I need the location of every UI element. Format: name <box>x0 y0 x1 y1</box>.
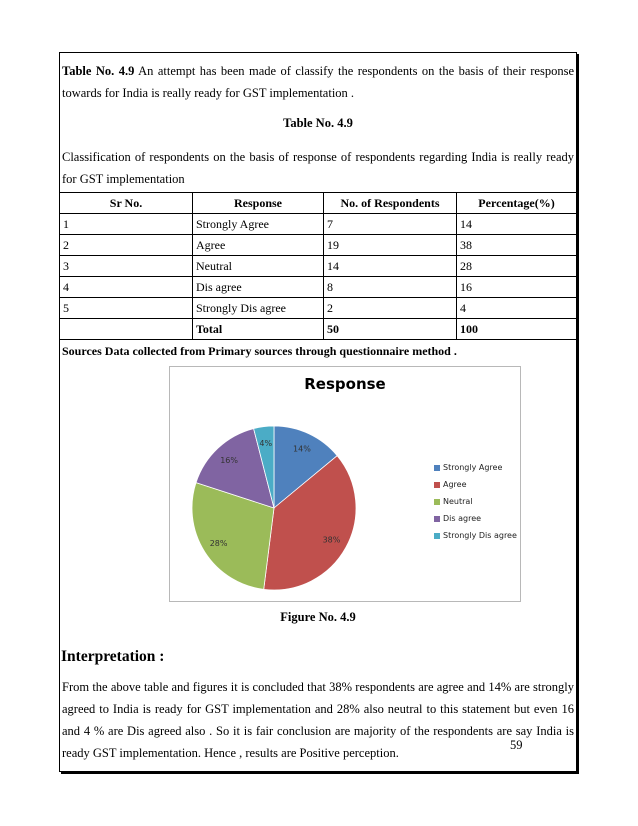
source-note: Sources Data collected from Primary sources through questionnaire method . <box>62 344 457 358</box>
legend-swatch <box>434 465 440 471</box>
page-number: 59 <box>510 738 523 752</box>
legend-item <box>434 510 517 527</box>
header-percentage: Percentage(%) <box>457 193 577 214</box>
data-table <box>59 192 577 340</box>
cell-sr-no: 2 <box>60 235 193 256</box>
table-header-row <box>60 193 577 214</box>
pie-chart <box>169 366 521 602</box>
cell-respondents: 2 <box>324 298 457 319</box>
header-respondents: No. of Respondents <box>324 193 457 214</box>
cell-percentage: 4 <box>457 298 577 319</box>
header-sr-no: Sr No. <box>60 193 193 214</box>
legend-item <box>434 459 517 476</box>
figure-caption: Figure No. 4.9 <box>280 610 356 624</box>
interpretation-heading: Interpretation : <box>61 648 165 665</box>
table-row <box>60 298 577 319</box>
legend-label: Strongly Agree <box>443 463 503 472</box>
cell-respondents: 8 <box>324 277 457 298</box>
table-row <box>60 214 577 235</box>
cell-total-percentage: 100 <box>457 319 577 340</box>
table-total-row <box>60 319 577 340</box>
pie-data-label: 16% <box>220 456 238 466</box>
pie-data-label: 38% <box>322 535 341 545</box>
intro-paragraph <box>62 60 574 104</box>
cell-total-respondents: 50 <box>324 319 457 340</box>
legend-label: Strongly Dis agree <box>443 531 517 540</box>
legend-swatch <box>434 516 440 522</box>
cell-sr-no: 3 <box>60 256 193 277</box>
cell-response: Neutral <box>193 256 324 277</box>
chart-title: Response <box>304 375 386 393</box>
interpretation-text: From the above table and figures it is concluded that 38% respondents are agree and 14% are strongly agreed to India is ready for GST implementation and 28% also neutral to this statement but even 16 and 4 % are Dis agreed also . So it is fair conclusion are majority of the respondents are say India is ready GST implementation. Hence , results are Positive perception. <box>62 680 574 760</box>
legend-swatch <box>434 533 440 539</box>
cell-sr-no: 1 <box>60 214 193 235</box>
cell-response: Agree <box>193 235 324 256</box>
pie-data-label: 14% <box>293 444 311 454</box>
table-row <box>60 235 577 256</box>
cell-respondents: 7 <box>324 214 457 235</box>
pie-data-label: 28% <box>209 539 228 549</box>
header-response: Response <box>193 193 324 214</box>
table-title: Table No. 4.9 <box>283 116 353 130</box>
cell-sr-no: 5 <box>60 298 193 319</box>
legend-label: Dis agree <box>443 514 482 523</box>
cell-response: Strongly Agree <box>193 214 324 235</box>
cell-respondents: 19 <box>324 235 457 256</box>
chart-legend <box>434 459 517 544</box>
intro-text: An attempt has been made of classify the respondents on the basis of their response towards for India is really ready for GST implementation . <box>62 64 574 100</box>
cell-percentage: 38 <box>457 235 577 256</box>
legend-item <box>434 527 517 544</box>
cell-response: Dis agree <box>193 277 324 298</box>
intro-label: Table No. 4.9 <box>62 64 135 78</box>
cell-percentage: 28 <box>457 256 577 277</box>
legend-item <box>434 476 517 493</box>
cell-respondents: 14 <box>324 256 457 277</box>
table-row <box>60 256 577 277</box>
cell-sr-no <box>60 319 193 340</box>
legend-swatch <box>434 499 440 505</box>
table-row <box>60 277 577 298</box>
legend-swatch <box>434 482 440 488</box>
cell-sr-no: 4 <box>60 277 193 298</box>
pie-data-label: 4% <box>259 438 273 448</box>
cell-percentage: 16 <box>457 277 577 298</box>
cell-percentage: 14 <box>457 214 577 235</box>
legend-item <box>434 493 517 510</box>
legend-label: Agree <box>443 480 467 489</box>
legend-label: Neutral <box>443 497 473 506</box>
cell-response: Strongly Dis agree <box>193 298 324 319</box>
cell-total-label: Total <box>193 319 324 340</box>
table-caption: Classification of respondents on the basis of response of respondents regarding India is really ready for GST implementation <box>62 150 574 186</box>
